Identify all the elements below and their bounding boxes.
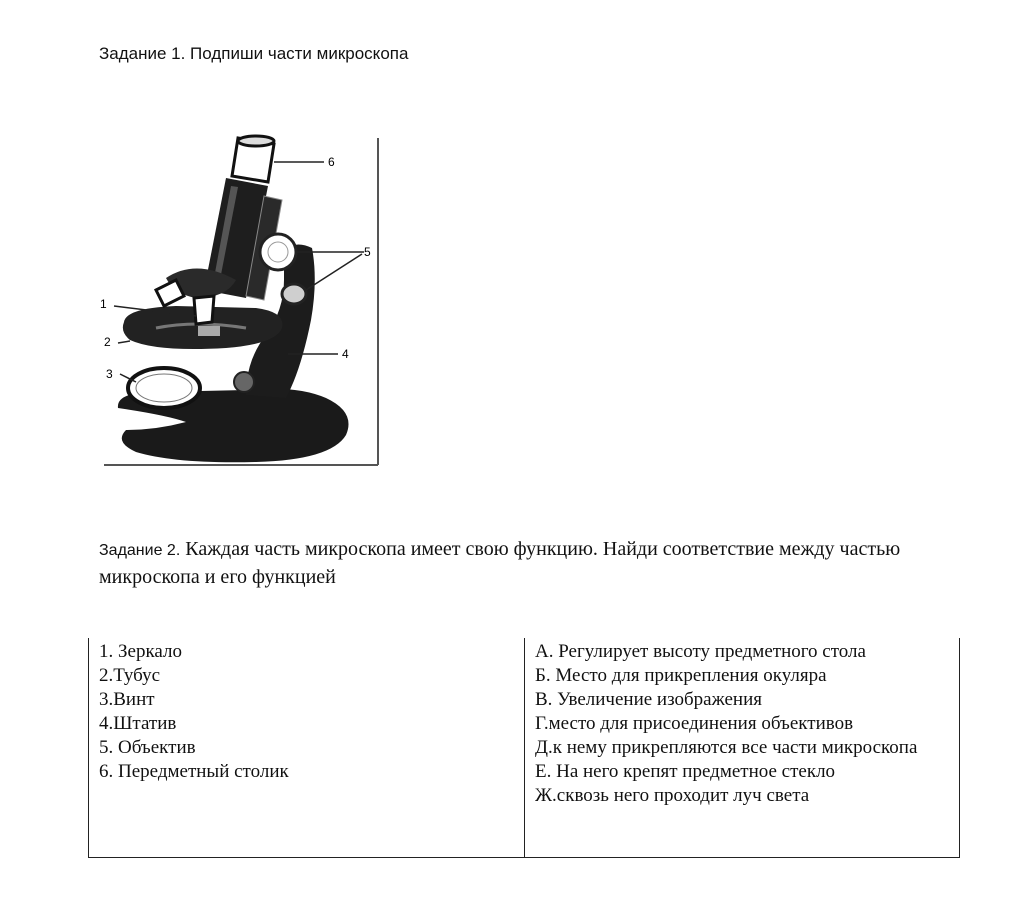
- table-row: [89, 638, 960, 858]
- figure-label-1: 1: [100, 297, 107, 311]
- function-item: В. Увеличение изображения: [535, 689, 762, 710]
- task2-lead: Задание 2.: [99, 542, 181, 559]
- part-item: 3.Винт: [99, 689, 155, 710]
- function-item: Г.место для присоединения объективов: [535, 713, 854, 734]
- task2-instructions: [99, 536, 939, 590]
- task1-title: Задание 1. Подпиши части микроскопа: [99, 44, 409, 63]
- part-item: 6. Передметный столик: [99, 761, 289, 782]
- functions-column: [525, 638, 960, 858]
- part-item: 2.Тубус: [99, 665, 161, 686]
- figure-label-2: 2: [104, 335, 111, 349]
- figure-label-3: 3: [106, 367, 113, 381]
- part-item: 5. Объектив: [99, 737, 196, 758]
- matching-table: [88, 638, 960, 858]
- function-item: Б. Место для прикрепления окуляра: [535, 665, 827, 686]
- part-item: 4.Штатив: [99, 713, 177, 734]
- parts-column: [89, 638, 525, 858]
- figure-label-6: 6: [328, 155, 335, 169]
- figure-label-5: 5: [364, 245, 371, 259]
- function-item: А. Регулирует высоту предметного стола: [535, 641, 866, 662]
- figure-label-4: 4: [342, 347, 349, 361]
- task2-text: Каждая часть микроскопа имеет свою функцию. Найди соответствие между частью микроскопа и его функцией: [99, 538, 901, 588]
- function-item: Д.к нему прикрепляются все части микроскопа: [535, 737, 918, 758]
- function-item: Ж.сквозь него проходит луч света: [535, 785, 810, 806]
- function-item: Е. На него крепят предметное стекло: [535, 761, 836, 782]
- part-item: 1. Зеркало: [99, 641, 182, 662]
- microscope-figure: [96, 130, 386, 475]
